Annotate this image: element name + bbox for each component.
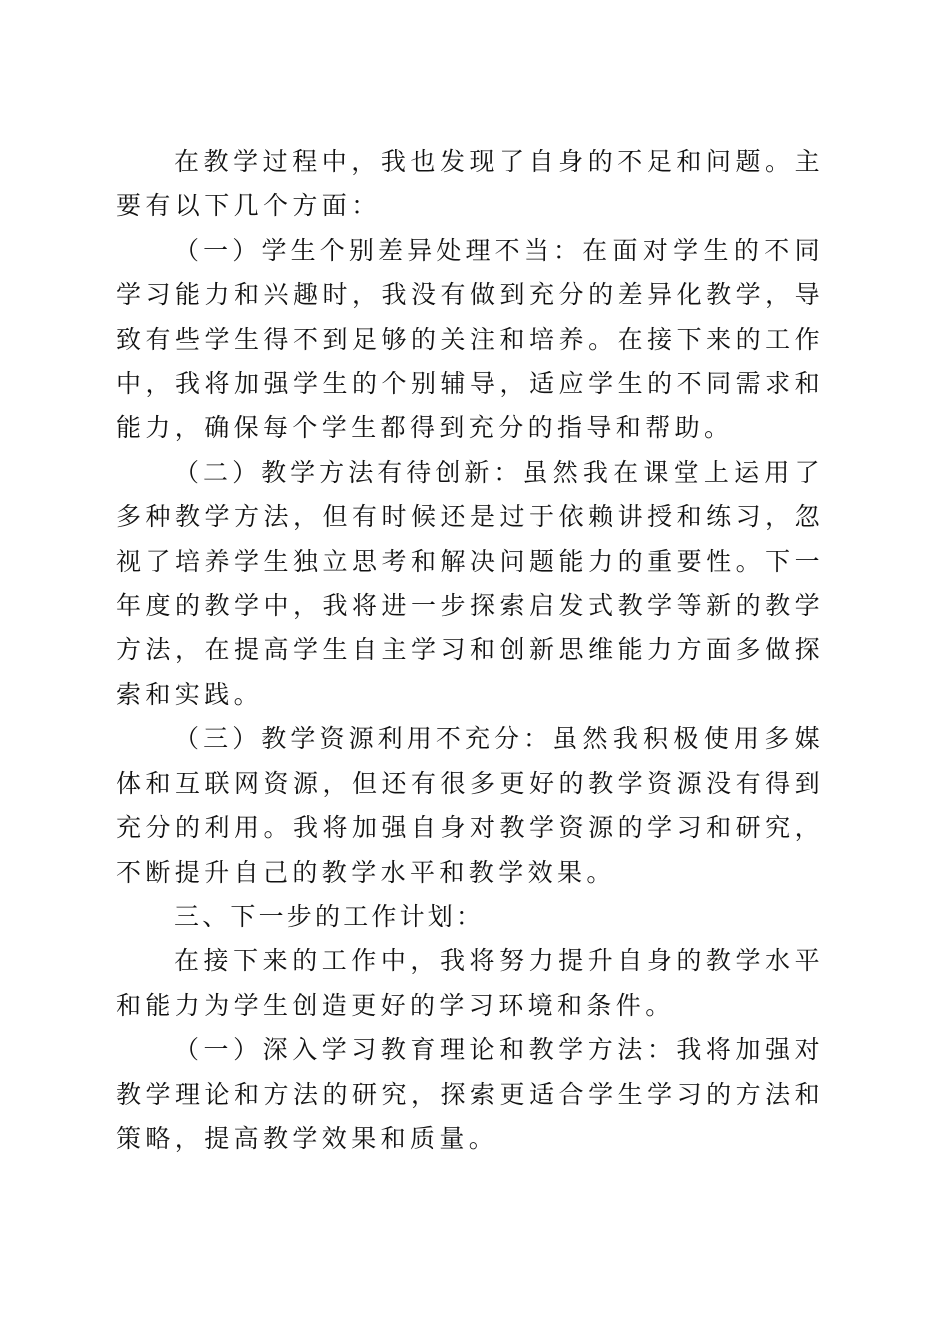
issue-paragraph-1 bbox=[116, 229, 824, 451]
issue-paragraph-2 bbox=[116, 451, 824, 717]
issue-3-text: 虽然我积极使用多媒体和互联网资源，但还有很多更好的教学资源没有得到充分的利用。我将加强自身对教学资源的学习和研究，不断提升自己的教学水平和教学效果。 bbox=[116, 724, 824, 887]
issue-2-text: 虽然我在课堂上运用了多种教学方法，但有时候还是过于依赖讲授和练习，忽视了培养学生独立思考和解决问题能力的重要性。下一年度的教学中，我将进一步探索启发式教学等新的教学方法，在提高学生自主学习和创新思维能力方面多做探索和实践。 bbox=[116, 457, 824, 709]
section-intro-paragraph bbox=[116, 939, 824, 1028]
plan-item-1-text: （一）深入学习教育理论和教学方法：我将加强对教学理论和方法的研究，探索更适合学生学习的方法和策略，提高教学效果和质量。 bbox=[116, 1035, 824, 1153]
section-heading-text: 三、下一步的工作计划： bbox=[174, 901, 485, 931]
plan-item-1 bbox=[116, 1028, 824, 1161]
issue-2-lead: （二）教学方法有待创新： bbox=[174, 457, 523, 487]
document-body bbox=[116, 140, 824, 1161]
issue-1-text: 在面对学生的不同学习能力和兴趣时，我没有做到充分的差异化教学，导致有些学生得不到足够的关注和培养。在接下来的工作中，我将加强学生的个别辅导，适应学生的不同需求和能力，确保每个学生都得到充分的指导和帮助。 bbox=[116, 235, 824, 443]
issue-1-lead: （一）学生个别差异处理不当： bbox=[174, 235, 583, 265]
issue-paragraph-3 bbox=[116, 717, 824, 895]
issue-3-lead: （三）教学资源利用不充分： bbox=[174, 724, 553, 754]
intro-paragraph bbox=[116, 140, 824, 229]
section-intro-text: 在接下来的工作中，我将努力提升自身的教学水平和能力为学生创造更好的学习环境和条件。 bbox=[116, 946, 824, 1020]
section-heading bbox=[116, 895, 824, 939]
intro-text: 在教学过程中，我也发现了自身的不足和问题。主要有以下几个方面： bbox=[116, 147, 824, 221]
